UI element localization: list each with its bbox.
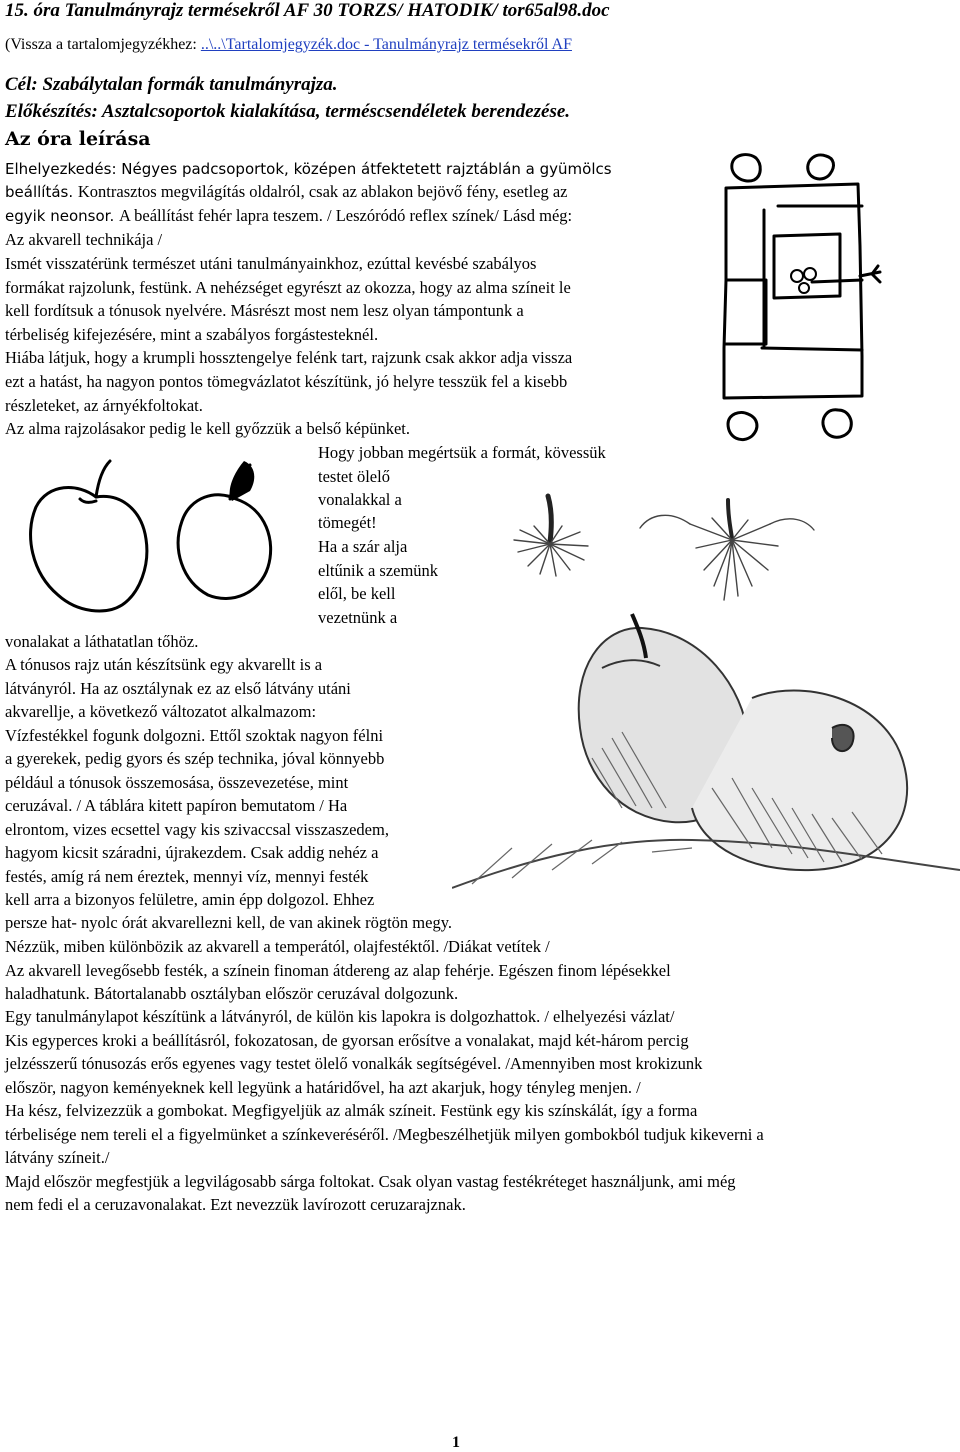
back-prefix: (Vissza a tartalomjegyzékhez:	[5, 36, 201, 53]
page-number: 1	[452, 1434, 460, 1451]
lower-line: a gyerekek, pedig gyors és szép technika, jóval könnyebb	[5, 749, 385, 768]
lower-line: hagyom kicsit száradni, újrakezdem. Csak addig nehéz a	[5, 843, 379, 862]
lower-line: jelzésszerű tónusozás erős egyenes vagy testet ölelő vonalkák segítségével. /Amennyiben most krokizunk	[5, 1054, 703, 1073]
column-line: vezetnünk a	[318, 608, 398, 627]
column-line: elől, be kell	[318, 584, 396, 603]
lower-line: festés, amíg rá nem éreztek, mennyi víz, mennyi festék	[5, 867, 369, 886]
column-line: Hogy jobban megértsük a formát, kövessük	[318, 443, 606, 462]
lower-line: Vízfestékkel fogunk dolgozni. Ettől szoktak nagyon félni	[5, 726, 384, 745]
body-line: egyik neonsor. A beállítást fehér lapra teszem. / Leszóródó reflex színek/ Lásd még:	[5, 206, 573, 225]
lower-line: Az akvarell levegősebb festék, a színein finoman átdereng az alap fehérje. Egészen finom lépésekkel	[5, 961, 671, 980]
body-line: Ismét visszatérünk természet utáni tanulmányainkhoz, ezúttal kevésbé szabályos	[5, 254, 537, 273]
tonal-pencil-study	[452, 608, 960, 908]
column-line: eltűnik a szemünk	[318, 561, 439, 580]
back-to-toc-line	[5, 36, 572, 54]
body-line: beállítás. Kontrasztos megvilágítás oldalról, csak az ablakon bejövő fény, esetleg az	[5, 182, 568, 201]
column-line: tömegét!	[318, 513, 377, 532]
desk-arrangement-sketch	[712, 148, 888, 458]
lower-line: Nézzük, miben különbözik az akvarell a temperától, olajfestéktől. /Diákat vetítek /	[5, 937, 550, 956]
lower-line: haladhatunk. Bátortalanabb osztályban először ceruzával dolgozunk.	[5, 984, 459, 1003]
toc-link[interactable]: ..\..\Tartalomjegyzék.doc - Tanulmányrajz termésekről AF	[200, 36, 572, 53]
lower-line: térbelisége nem tereli el a figyelmünket a színkeveréséről. /Megbeszélhetjük milyen gombokból tudjuk kikeverni a	[5, 1125, 764, 1144]
lower-line: látvány színeit./	[5, 1148, 110, 1167]
body-line: Hiába látjuk, hogy a krumpli hossztengelye felénk tart, rajzunk csak akkor adja vissza	[5, 348, 573, 367]
lower-line: például a tónusok összemosása, összevezetése, mint	[5, 773, 349, 792]
body-line: részleteket, az árnyékfoltokat.	[5, 396, 203, 415]
body-line: kell fordítsuk a tónusok nyelvére. Másrészt most nem lesz olyan támpontunk a	[5, 301, 524, 320]
body-line: Az akvarell technikája /	[5, 230, 163, 249]
column-line: testet ölelő	[318, 467, 390, 486]
body-line: térbeliség kifejezésére, mint a szabályos forgástesteknél.	[5, 325, 379, 344]
lower-line: látványról. Ha az osztálynak ez az első látvány utáni	[5, 679, 351, 698]
lower-line: Egy tanulmánylapot készítünk a látványról, de külön kis lapokra is dolgozhattok. / elhelyezési vázlat/	[5, 1007, 675, 1026]
prep-heading: Előkészítés: Asztalcsoportok kialakítása, terméscsendéletek berendezése.	[5, 101, 571, 122]
lower-line: nem fedi el a ceruzavonalakat. Ezt nevezzük lavírozott ceruzarajznak.	[5, 1195, 466, 1214]
column-line: vonalakkal a	[318, 490, 402, 509]
lower-line: persze hat- nyolc órát akvarellezni kell, de van akinek rögtön megy.	[5, 913, 452, 932]
body-line: formákat rajzolunk, festünk. A nehézséget egyrészt az okozza, hogy az alma színeit le	[5, 278, 571, 297]
section-title: Az óra leírása	[5, 128, 151, 150]
lower-line: ceruzával. / A táblára kitett papíron bemutatom / Ha	[5, 796, 348, 815]
lower-line: először, nagyon keményeknek kell legyünk a határidővel, ha azt akarjuk, hogy tényleg menjen. /	[5, 1078, 641, 1097]
lower-line: kell arra a bizonyos felületre, amin épp dolgozol. Ehhez	[5, 890, 375, 909]
column-line: Ha a szár alja	[318, 537, 408, 556]
outline-apples-sketch	[18, 455, 280, 625]
document-title: 15. óra Tanulmányrajz termésekről AF 30 TORZS/ HATODIK/ tor65al98.doc	[5, 0, 610, 21]
lower-line: Majd először megfestjük a legvilágosabb sárga foltokat. Csak olyan vastag festékréteget használjunk, ami még	[5, 1172, 736, 1191]
body-line-rest: Kontrasztos megvilágítás oldalról, csak az ablakon bejövő fény, esetleg az	[77, 182, 568, 201]
body-line: ezt a hatást, ha nagyon pontos tömegvázlatot készítünk, jó helyre tesszük fel a kisebb	[5, 372, 568, 391]
lower-line: Kis egyperces kroki a beállításról, fokozatosan, de gyorsan erősítve a vonalakat, majd két-három percig	[5, 1031, 689, 1050]
lower-line: vonalakat a láthatatlan tőhöz.	[5, 632, 199, 651]
lower-line: Ha kész, felvizezzük a gombokat. Megfigyeljük az almák színeit. Festünk egy kis színskálát, így a forma	[5, 1101, 698, 1120]
body-line: Az alma rajzolásakor pedig le kell győzzük a belső képünket.	[5, 419, 411, 438]
lower-line: elrontom, vizes ecsettel vagy kis szivaccsal visszaszedem,	[5, 820, 389, 839]
goal-heading: Cél: Szabálytalan formák tanulmányrajza.	[5, 74, 338, 95]
body-line: Elhelyezkedés: Négyes padcsoportok, középen átfektetett rajztáblán a gyümölcs	[5, 160, 612, 178]
lower-line: A tónusos rajz után készítsünk egy akvarellt is a	[5, 655, 323, 674]
lower-line: akvarellje, a következő változatot alkalmazom:	[5, 702, 317, 721]
